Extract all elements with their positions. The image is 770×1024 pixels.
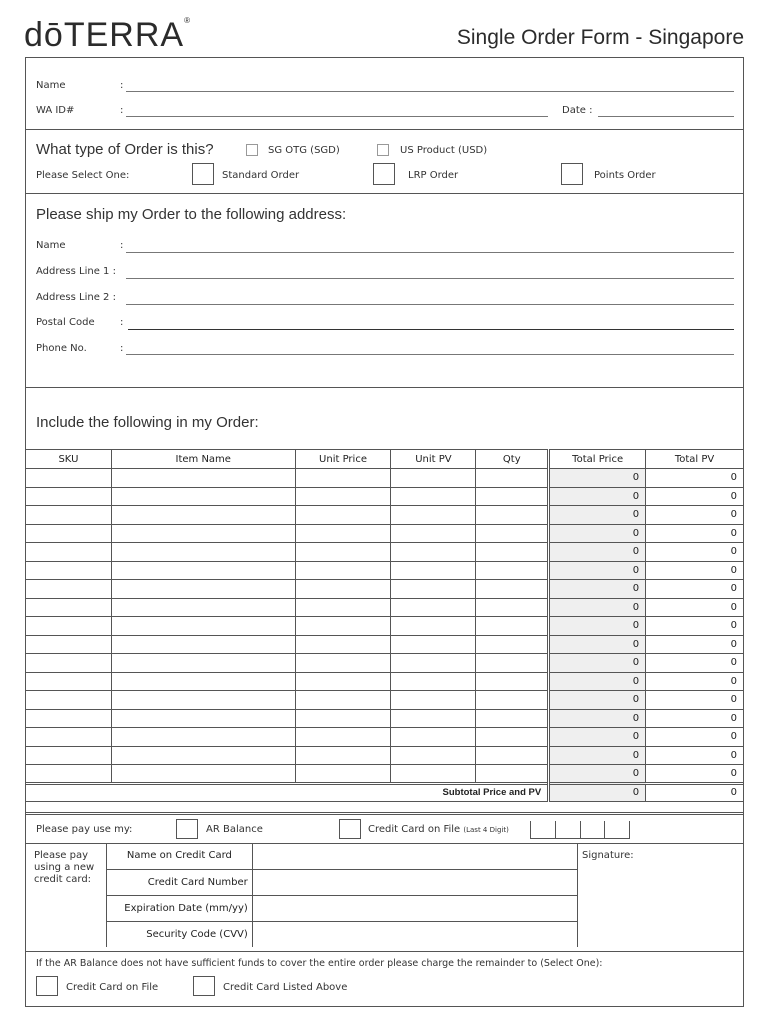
cc-on-file-checkbox[interactable] — [339, 819, 361, 839]
doterra-logo: dōTERRA® — [24, 16, 191, 54]
item-name-cell[interactable] — [111, 524, 295, 543]
order-type-question: What type of Order is this? — [36, 141, 214, 158]
sku-cell[interactable] — [26, 654, 112, 673]
sg-otg-label: SG OTG (SGD) — [268, 145, 340, 156]
item-name-cell[interactable] — [111, 506, 295, 525]
address-line-1-field[interactable] — [126, 278, 734, 279]
ship-name-field[interactable] — [126, 252, 734, 253]
total-price-cell: 0 — [549, 524, 646, 543]
item-row — [26, 598, 744, 617]
signature-area[interactable] — [578, 874, 744, 950]
col-item-name: Item Name — [111, 450, 295, 469]
sku-cell[interactable] — [26, 561, 112, 580]
total-pv-cell: 0 — [646, 709, 744, 728]
ship-name-label: Name — [36, 240, 66, 251]
items-table — [25, 449, 744, 802]
qty-cell[interactable] — [476, 765, 549, 784]
address-line-2-field[interactable] — [126, 304, 734, 305]
unit-price-cell[interactable] — [295, 506, 391, 525]
item-name-cell[interactable] — [111, 728, 295, 747]
remainder-cc-listed-label: Credit Card Listed Above — [223, 982, 348, 993]
sku-cell[interactable] — [26, 598, 112, 617]
unit-pv-cell[interactable] — [391, 580, 476, 599]
qty-cell[interactable] — [476, 543, 549, 562]
col-unit-pv: Unit PV — [391, 450, 476, 469]
items-heading: Include the following in my Order: — [36, 414, 259, 431]
card-row — [107, 869, 578, 895]
item-row — [26, 524, 744, 543]
qty-cell[interactable] — [476, 746, 549, 765]
lrp-order-label: LRP Order — [408, 170, 459, 181]
remainder-section — [26, 952, 743, 1008]
qty-cell[interactable] — [476, 469, 549, 488]
item-row — [26, 506, 744, 525]
card-name-label: Name on Credit Card — [107, 843, 253, 869]
remainder-note: If the AR Balance does not have sufficient funds to cover the entire order please charge the remainder to (Select One): — [36, 958, 603, 969]
total-price-cell: 0 — [549, 709, 646, 728]
postal-code-field[interactable] — [128, 329, 734, 330]
sku-cell[interactable] — [26, 617, 112, 636]
total-pv-cell: 0 — [646, 654, 744, 673]
remainder-cc-listed-checkbox[interactable] — [193, 976, 215, 996]
col-sku: SKU — [26, 450, 112, 469]
unit-pv-cell[interactable] — [391, 524, 476, 543]
colon: : — [120, 80, 124, 91]
col-unit-price: Unit Price — [295, 450, 391, 469]
qty-cell[interactable] — [476, 709, 549, 728]
card-number-input[interactable] — [252, 869, 577, 895]
unit-price-cell[interactable] — [295, 598, 391, 617]
items-section — [26, 388, 743, 812]
unit-price-cell[interactable] — [295, 561, 391, 580]
item-row — [26, 672, 744, 691]
total-pv-cell: 0 — [646, 561, 744, 580]
qty-cell[interactable] — [476, 524, 549, 543]
wa-id-label: WA ID# — [36, 105, 75, 116]
card-cvv-label: Security Code (CVV) — [107, 921, 253, 947]
unit-pv-cell[interactable] — [391, 672, 476, 691]
total-price-cell: 0 — [549, 487, 646, 506]
sku-cell[interactable] — [26, 672, 112, 691]
sku-cell[interactable] — [26, 691, 112, 710]
item-row — [26, 617, 744, 636]
unit-pv-cell[interactable] — [391, 765, 476, 784]
card-expiry-label: Expiration Date (mm/yy) — [107, 895, 253, 921]
unit-price-cell[interactable] — [295, 635, 391, 654]
item-name-cell[interactable] — [111, 635, 295, 654]
standard-order-checkbox[interactable] — [192, 163, 214, 185]
qty-cell[interactable] — [476, 654, 549, 673]
unit-price-cell[interactable] — [295, 617, 391, 636]
unit-pv-cell[interactable] — [391, 617, 476, 636]
member-section — [26, 58, 743, 130]
points-order-label: Points Order — [594, 170, 656, 181]
total-price-cell: 0 — [549, 580, 646, 599]
total-pv-cell: 0 — [646, 524, 744, 543]
points-order-checkbox[interactable] — [561, 163, 583, 185]
unit-pv-cell[interactable] — [391, 709, 476, 728]
sku-cell[interactable] — [26, 580, 112, 599]
total-price-cell: 0 — [549, 469, 646, 488]
item-row — [26, 561, 744, 580]
order-form — [25, 57, 744, 1007]
total-pv-cell: 0 — [646, 469, 744, 488]
unit-pv-cell[interactable] — [391, 561, 476, 580]
item-name-cell[interactable] — [111, 598, 295, 617]
qty-cell[interactable] — [476, 617, 549, 636]
item-row — [26, 654, 744, 673]
card-number-label: Credit Card Number — [107, 869, 253, 895]
item-row — [26, 709, 744, 728]
unit-pv-cell[interactable] — [391, 746, 476, 765]
unit-price-cell[interactable] — [295, 580, 391, 599]
qty-cell[interactable] — [476, 691, 549, 710]
total-pv-cell: 0 — [646, 728, 744, 747]
total-price-cell: 0 — [549, 543, 646, 562]
item-row — [26, 580, 744, 599]
item-row — [26, 635, 744, 654]
card-cvv-input[interactable] — [252, 921, 577, 947]
total-price-cell: 0 — [549, 635, 646, 654]
item-name-cell[interactable] — [111, 487, 295, 506]
payment-method-section — [26, 812, 743, 844]
item-name-cell[interactable] — [111, 617, 295, 636]
unit-pv-cell[interactable] — [391, 691, 476, 710]
total-price-cell: 0 — [549, 746, 646, 765]
ar-balance-checkbox[interactable] — [176, 819, 198, 839]
order-type-section — [26, 130, 743, 194]
item-row — [26, 691, 744, 710]
us-product-label: US Product (USD) — [400, 145, 488, 156]
remainder-cc-on-file-checkbox[interactable] — [36, 976, 58, 996]
total-pv-cell: 0 — [646, 543, 744, 562]
qty-cell[interactable] — [476, 728, 549, 747]
qty-cell[interactable] — [476, 672, 549, 691]
shipping-heading: Please ship my Order to the following address: — [36, 206, 347, 223]
member-name-field[interactable] — [126, 91, 734, 92]
sku-cell[interactable] — [26, 635, 112, 654]
qty-cell[interactable] — [476, 506, 549, 525]
sku-cell[interactable] — [26, 765, 112, 784]
total-pv-cell: 0 — [646, 487, 744, 506]
address-line-2-label: Address Line 2 : — [36, 292, 116, 303]
unit-pv-cell[interactable] — [391, 506, 476, 525]
sku-cell[interactable] — [26, 487, 112, 506]
item-row — [26, 543, 744, 562]
remainder-cc-on-file-label: Credit Card on File — [66, 982, 159, 993]
total-pv-cell: 0 — [646, 672, 744, 691]
unit-price-cell[interactable] — [295, 691, 391, 710]
unit-price-cell[interactable] — [295, 728, 391, 747]
name-label: Name — [36, 80, 66, 91]
unit-pv-cell[interactable] — [391, 487, 476, 506]
new-card-label: Please pay using a new credit card: — [34, 850, 95, 885]
item-name-cell[interactable] — [111, 654, 295, 673]
sku-cell[interactable] — [26, 709, 112, 728]
item-row — [26, 765, 744, 784]
qty-cell[interactable] — [476, 487, 549, 506]
items-header-row — [26, 450, 744, 469]
total-price-cell: 0 — [549, 765, 646, 784]
total-price-cell: 0 — [549, 506, 646, 525]
unit-pv-cell[interactable] — [391, 654, 476, 673]
total-pv-cell: 0 — [646, 598, 744, 617]
col-total-pv: Total PV — [646, 450, 744, 469]
total-pv-cell: 0 — [646, 506, 744, 525]
total-price-cell: 0 — [549, 617, 646, 636]
card-expiry-input[interactable] — [252, 895, 577, 921]
shipping-section — [26, 194, 743, 388]
colon: : — [120, 343, 124, 354]
qty-cell[interactable] — [476, 561, 549, 580]
item-name-cell[interactable] — [111, 746, 295, 765]
sg-otg-checkbox[interactable] — [246, 144, 258, 156]
unit-pv-cell[interactable] — [391, 469, 476, 488]
form-title: Single Order Form - Singapore — [456, 26, 744, 49]
unit-price-cell[interactable] — [295, 654, 391, 673]
total-pv-cell: 0 — [646, 691, 744, 710]
total-pv-cell: 0 — [646, 617, 744, 636]
lrp-order-checkbox[interactable] — [373, 163, 395, 185]
card-row — [107, 895, 578, 921]
sku-cell[interactable] — [26, 543, 112, 562]
qty-cell[interactable] — [476, 598, 549, 617]
unit-price-cell[interactable] — [295, 746, 391, 765]
item-name-cell[interactable] — [111, 691, 295, 710]
sku-cell[interactable] — [26, 506, 112, 525]
date-field[interactable] — [598, 116, 734, 117]
item-name-cell[interactable] — [111, 672, 295, 691]
unit-pv-cell[interactable] — [391, 728, 476, 747]
item-row — [26, 469, 744, 488]
unit-pv-cell[interactable] — [391, 635, 476, 654]
item-name-cell[interactable] — [111, 469, 295, 488]
phone-label: Phone No. — [36, 343, 87, 354]
phone-field[interactable] — [126, 354, 734, 355]
total-pv-cell: 0 — [646, 635, 744, 654]
date-label: Date : — [562, 105, 593, 116]
total-price-cell: 0 — [549, 728, 646, 747]
unit-price-cell[interactable] — [295, 469, 391, 488]
select-one-label: Please Select One: — [36, 170, 130, 181]
item-name-cell[interactable] — [111, 543, 295, 562]
signature-label: Signature: — [582, 850, 634, 861]
subtotal-price: 0 — [549, 783, 646, 802]
colon: : — [120, 240, 124, 251]
total-pv-cell: 0 — [646, 765, 744, 784]
cc-on-file-label: Credit Card on File (Last 4 Digit) — [368, 824, 509, 835]
subtotal-pv: 0 — [646, 783, 744, 802]
unit-price-cell[interactable] — [295, 543, 391, 562]
new-card-section — [26, 844, 743, 952]
total-price-cell: 0 — [549, 561, 646, 580]
pay-label: Please pay use my: — [36, 824, 133, 835]
total-pv-cell: 0 — [646, 746, 744, 765]
us-product-checkbox[interactable] — [377, 144, 389, 156]
card-row — [107, 843, 578, 869]
subtotal-row — [26, 783, 744, 802]
item-row — [26, 487, 744, 506]
sku-cell[interactable] — [26, 746, 112, 765]
col-total-price: Total Price — [549, 450, 646, 469]
postal-code-label: Postal Code — [36, 317, 95, 328]
unit-price-cell[interactable] — [295, 765, 391, 784]
colon: : — [120, 105, 124, 116]
qty-cell[interactable] — [476, 635, 549, 654]
card-details-table — [106, 843, 578, 947]
unit-price-cell[interactable] — [295, 487, 391, 506]
ar-balance-label: AR Balance — [206, 824, 263, 835]
address-line-1-label: Address Line 1 : — [36, 266, 116, 277]
last4-digits-input[interactable] — [530, 821, 630, 839]
card-row — [107, 921, 578, 947]
sku-cell[interactable] — [26, 524, 112, 543]
item-name-cell[interactable] — [111, 765, 295, 784]
wa-id-field[interactable] — [126, 116, 548, 117]
unit-price-cell[interactable] — [295, 524, 391, 543]
total-price-cell: 0 — [549, 672, 646, 691]
unit-price-cell[interactable] — [295, 709, 391, 728]
item-row — [26, 728, 744, 747]
qty-cell[interactable] — [476, 580, 549, 599]
standard-order-label: Standard Order — [222, 170, 300, 181]
colon: : — [120, 317, 124, 328]
col-qty: Qty — [476, 450, 549, 469]
total-price-cell: 0 — [549, 654, 646, 673]
unit-pv-cell[interactable] — [391, 598, 476, 617]
subtotal-label: Subtotal Price and PV — [26, 783, 549, 802]
sku-cell[interactable] — [26, 728, 112, 747]
card-name-input[interactable] — [252, 843, 577, 869]
sku-cell[interactable] — [26, 469, 112, 488]
item-row — [26, 746, 744, 765]
total-price-cell: 0 — [549, 598, 646, 617]
unit-pv-cell[interactable] — [391, 543, 476, 562]
total-price-cell: 0 — [549, 691, 646, 710]
unit-price-cell[interactable] — [295, 672, 391, 691]
item-name-cell[interactable] — [111, 580, 295, 599]
total-pv-cell: 0 — [646, 580, 744, 599]
item-name-cell[interactable] — [111, 709, 295, 728]
item-name-cell[interactable] — [111, 561, 295, 580]
